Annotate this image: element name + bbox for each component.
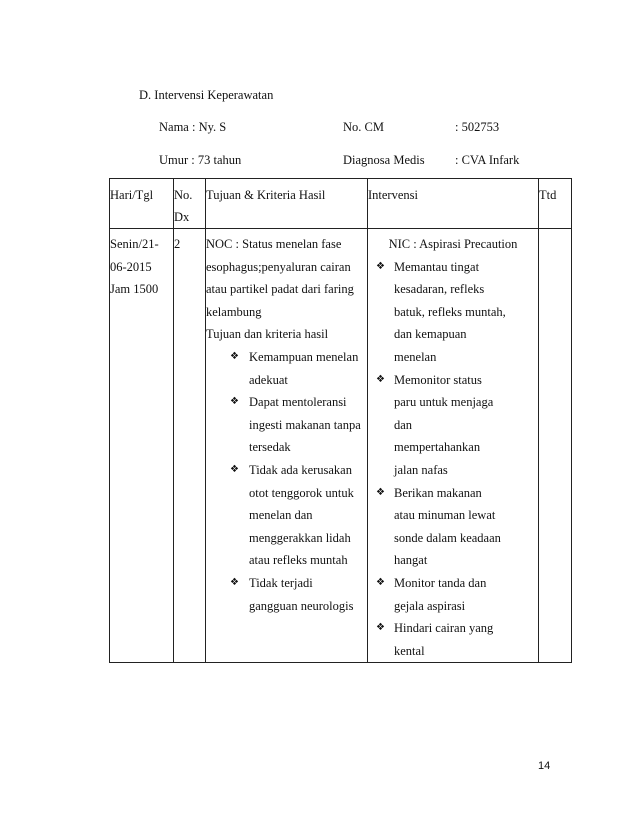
noc-line: atau partikel padat dari faring <box>206 282 354 297</box>
nic-title: NIC : Aspirasi Precaution <box>388 237 518 251</box>
diamond-bullet-icon: ❖ <box>230 396 239 408</box>
table-row <box>110 229 572 663</box>
header-goals: Tujuan & Kriteria Hasil <box>206 179 368 229</box>
list-item-line: gangguan neurologis <box>249 598 354 613</box>
list-item <box>368 617 538 662</box>
header-dx-no-line2: Dx <box>174 210 190 224</box>
list-item-line: mempertahankan <box>394 440 481 455</box>
list-item-line: kental <box>394 643 425 658</box>
diamond-bullet-icon: ❖ <box>376 373 385 385</box>
list-item-line: dan <box>394 417 413 432</box>
list-item-line: Tidak terjadi <box>249 575 313 590</box>
list-item-line: menelan dan <box>249 508 313 523</box>
list-item <box>368 482 538 572</box>
list-item-line: hangat <box>394 553 428 568</box>
diamond-bullet-icon: ❖ <box>376 576 385 588</box>
diamond-bullet-icon: ❖ <box>376 622 385 634</box>
noc-line: NOC : Status menelan fase <box>206 237 342 251</box>
noc-line: kelambung <box>206 304 262 319</box>
list-item-line: dan kemapuan <box>394 327 467 342</box>
list-item <box>368 572 538 617</box>
diamond-bullet-icon: ❖ <box>230 350 239 362</box>
intervention-table <box>109 178 572 663</box>
list-item <box>206 572 367 617</box>
patient-age: Umur : 73 tahun <box>159 153 242 167</box>
diamond-bullet-icon: ❖ <box>376 486 385 498</box>
list-item-line: gejala aspirasi <box>394 598 466 613</box>
date-line: 06-2015 <box>110 259 152 274</box>
list-item-line: Monitor tanda dan <box>394 575 487 590</box>
header-intervention: Intervensi <box>368 179 539 229</box>
criteria-list <box>206 346 367 617</box>
dx-number: 2 <box>174 237 181 251</box>
list-item-line: tersedak <box>249 440 291 455</box>
list-item-line: Kemampuan menelan <box>249 349 359 364</box>
list-item-line: Dapat mentoleransi <box>249 395 347 410</box>
table-header-row <box>110 179 572 229</box>
intervention-cell <box>368 229 539 663</box>
dx-number-cell <box>174 229 206 663</box>
list-item-line: Memantau tingat <box>394 259 480 274</box>
signature-cell <box>539 229 572 663</box>
intervention-list <box>368 256 538 663</box>
header-dx-no-line1: No. <box>174 188 193 202</box>
cm-label: No. CM <box>343 120 384 134</box>
date-cell <box>110 229 174 663</box>
list-item-line: Hindari cairan yang <box>394 621 494 636</box>
goals-cell <box>206 229 368 663</box>
diamond-bullet-icon: ❖ <box>230 463 239 475</box>
page-number: 14 <box>538 760 551 772</box>
list-item-line: sonde dalam keadaan <box>394 530 501 545</box>
diamond-bullet-icon: ❖ <box>376 260 385 272</box>
section-heading: D. Intervensi Keperawatan <box>139 88 274 102</box>
patient-name: Nama : Ny. S <box>159 120 227 134</box>
list-item <box>368 256 538 369</box>
list-item-line: batuk, refleks muntah, <box>394 304 506 319</box>
list-item <box>206 459 367 572</box>
list-item <box>206 391 367 459</box>
criteria-heading: Tujuan dan kriteria hasil <box>206 327 329 342</box>
list-item <box>206 346 367 391</box>
list-item-line: otot tenggorok untuk <box>249 485 354 500</box>
cm-value: : 502753 <box>455 120 500 134</box>
diagnosis-value: : CVA Infark <box>455 153 520 167</box>
header-signature: Ttd <box>539 179 572 229</box>
header-date: Hari/Tgl <box>110 179 174 229</box>
list-item-line: menelan <box>394 349 437 364</box>
time-line: Jam 1500 <box>110 282 159 297</box>
list-item-line: paru untuk menjaga <box>394 395 494 410</box>
diagnosis-label: Diagnosa Medis <box>343 153 425 167</box>
list-item-line: adekuat <box>249 372 288 387</box>
list-item-line: ingesti makanan tanpa <box>249 417 361 432</box>
list-item-line: Memonitor status <box>394 372 482 387</box>
list-item-line: atau refleks muntah <box>249 553 348 568</box>
date-line: Senin/21- <box>110 237 159 251</box>
list-item-line: kesadaran, refleks <box>394 282 485 297</box>
list-item <box>368 369 538 482</box>
diamond-bullet-icon: ❖ <box>230 576 239 588</box>
list-item-line: jalan nafas <box>394 462 448 477</box>
noc-line: esophagus;penyaluran cairan <box>206 259 351 274</box>
header-dx-no <box>174 179 206 229</box>
list-item-line: Tidak ada kerusakan <box>249 462 352 477</box>
list-item-line: Berikan makanan <box>394 485 482 500</box>
list-item-line: atau minuman lewat <box>394 508 496 523</box>
list-item-line: menggerakkan lidah <box>249 530 351 545</box>
